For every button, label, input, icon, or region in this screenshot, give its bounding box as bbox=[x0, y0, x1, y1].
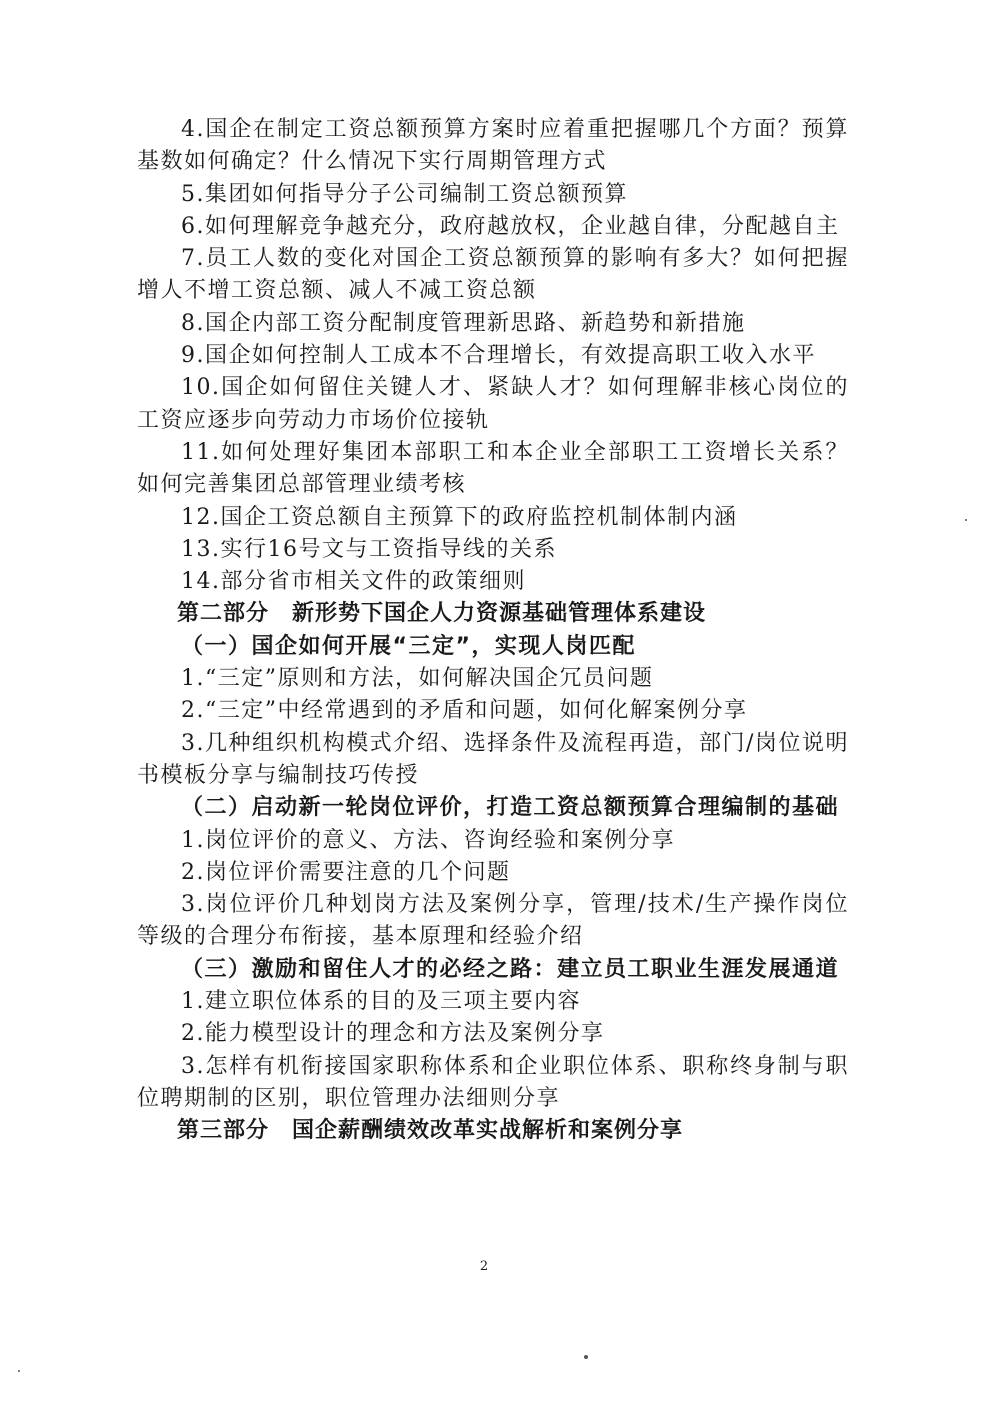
scan-speck bbox=[965, 519, 967, 521]
list-item: 13.实行16号文与工资指导线的关系 bbox=[181, 536, 557, 562]
list-item: 3.几种组织机构模式介绍、选择条件及流程再造，部门/岗位说明书模板分享与编制技巧传授 bbox=[137, 730, 849, 788]
list-item: 2.岗位评价需要注意的几个问题 bbox=[181, 859, 511, 885]
list-item: 5.集团如何指导分子公司编制工资总额预算 bbox=[181, 181, 628, 207]
list-item: 14.部分省市相关文件的政策细则 bbox=[181, 569, 526, 595]
list-item: 9.国企如何控制人工成本不合理增长，有效提高职工收入水平 bbox=[181, 343, 816, 369]
list-item: 1.岗位评价的意义、方法、咨询经验和案例分享 bbox=[181, 827, 675, 853]
list-item: 8.国企内部工资分配制度管理新思路、新趋势和新措施 bbox=[181, 310, 746, 336]
scan-speck bbox=[18, 1370, 20, 1372]
list-item: 4.国企在制定工资总额预算方案时应着重把握哪几个方面？预算基数如何确定？什么情况下实行周期管理方式 bbox=[137, 117, 849, 175]
scan-speck bbox=[584, 1355, 588, 1359]
list-item: 7.员工人数的变化对国企工资总额预算的影响有多大？如何把握增人不增工资总额、减人不减工资总额 bbox=[137, 246, 849, 304]
section-one-heading: （一）国企如何开展“三定”，实现人岗匹配 bbox=[181, 633, 636, 659]
list-item: 2.“三定”中经常遇到的矛盾和问题，如何化解案例分享 bbox=[181, 698, 748, 724]
list-item: 3.怎样有机衔接国家职称体系和企业职位体系、职称终身制与职位聘期制的区别，职位管理办法细则分享 bbox=[137, 1053, 849, 1111]
list-item: 6.如何理解竞争越充分，政府越放权，企业越自律，分配越自主 bbox=[181, 213, 840, 239]
page-number: 2 bbox=[479, 1259, 489, 1274]
list-item: 10.国企如何留住关键人才、紧缺人才？如何理解非核心岗位的工资应逐步向劳动力市场价位接轨 bbox=[137, 375, 849, 433]
part-two-heading: 第二部分 新形势下国企人力资源基础管理体系建设 bbox=[177, 601, 707, 627]
document-body bbox=[137, 114, 849, 1148]
section-two-heading: （二）启动新一轮岗位评价，打造工资总额预算合理编制的基础 bbox=[181, 795, 840, 821]
list-item: 11.如何处理好集团本部职工和本企业全部职工工资增长关系？如何完善集团总部管理业绩考核 bbox=[137, 439, 849, 498]
list-item: 3.岗位评价几种划岗方法及案例分享，管理/技术/生产操作岗位等级的合理分布衔接，基本原理和经验介绍 bbox=[137, 892, 849, 950]
list-item: 1.“三定”原则和方法，如何解决国企冗员问题 bbox=[181, 666, 654, 692]
list-item: 2.能力模型设计的理念和方法及案例分享 bbox=[181, 1021, 605, 1047]
list-item: 1.建立职位体系的目的及三项主要内容 bbox=[181, 989, 581, 1015]
section-three-heading: （三）激励和留住人才的必经之路：建立员工职业生涯发展通道 bbox=[181, 956, 840, 982]
list-item: 12.国企工资总额自主预算下的政府监控机制体制内涵 bbox=[181, 504, 738, 530]
part-three-heading: 第三部分 国企薪酬绩效改革实战解析和案例分享 bbox=[177, 1118, 684, 1144]
